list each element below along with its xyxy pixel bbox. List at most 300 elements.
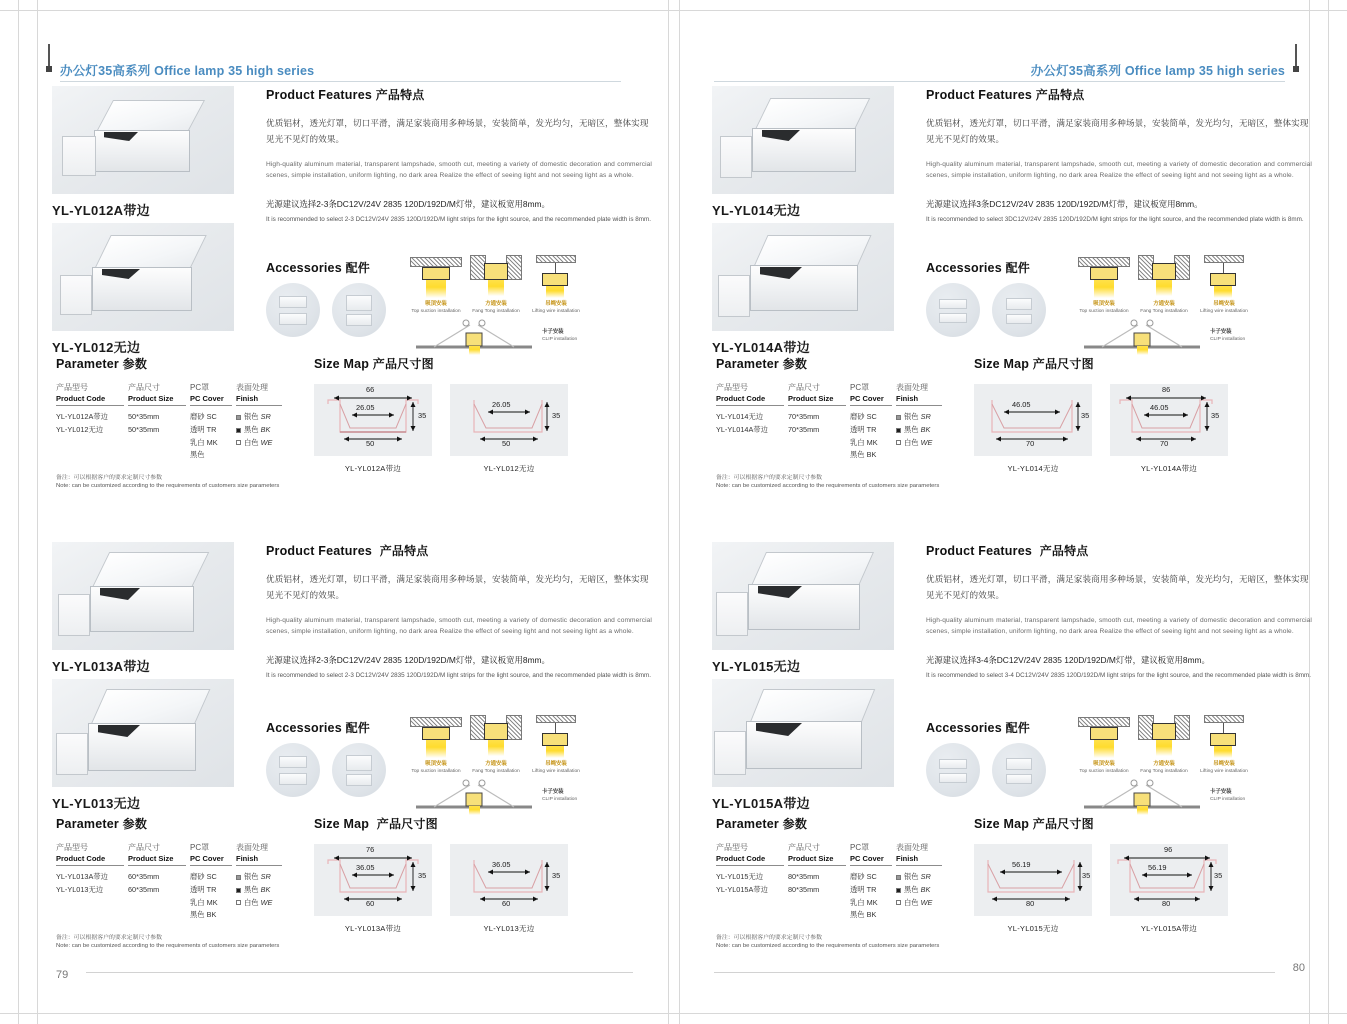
finish-option: 黑色 BK <box>896 884 942 897</box>
product-size: 80*35mm <box>788 884 820 894</box>
dim-base: 50 <box>502 439 511 448</box>
features-text-cn: 优质铝材，透光灯罩，切口平滑，满足家装商用多种场景，安装简单，发光均匀，无暗区，整体实现见光不见灯的效果。 <box>266 118 649 144</box>
parameter-table-yl012 <box>56 355 286 491</box>
install-label-cn: 吊绳安装 <box>545 761 567 767</box>
dim-height: 35 <box>1081 411 1090 420</box>
product-photo-bottom <box>712 223 894 331</box>
product-photo-top <box>712 86 894 194</box>
parameter-label-en: Parameter <box>716 817 779 831</box>
install-label-cn: 方通安装 <box>485 761 507 767</box>
swatch-silver-icon <box>236 415 241 420</box>
col-code-en: Product Code <box>56 393 124 406</box>
product-code: YL-YL012A带边 <box>56 412 108 422</box>
features-text-en: High-quality aluminum material, transparent lampshade, smooth cut, meeting a variety of domestic decoration and commercial scenes, simple installation, uniform lighting, no dark area Realize the effect of seeing light and not seeing light as a whole. <box>926 616 1312 635</box>
pc-cover-option: 透明 TR <box>190 424 217 434</box>
install-diagram-top-suction <box>410 715 462 759</box>
cell-sizes <box>128 868 190 921</box>
product-code: YL-YL015无边 <box>716 872 764 882</box>
accessories-yl013 <box>266 715 656 815</box>
header-tick-icon <box>48 44 50 68</box>
dim-outer: 96 <box>1164 845 1173 854</box>
install-label-cn: 吊绳安装 <box>545 301 567 307</box>
size-map-row <box>314 844 614 934</box>
clip-install-labels <box>542 789 577 803</box>
cell-finish <box>236 408 286 461</box>
pc-cover-option: 磨砂 SC <box>850 412 877 422</box>
table-note <box>56 474 286 492</box>
size-map-caption: YL-YL013无边 <box>483 924 535 933</box>
features-label-en: Product Features <box>266 544 373 558</box>
section-title-parameter <box>56 815 286 832</box>
dim-base: 50 <box>366 439 375 448</box>
install-label-cn: 吊绳安装 <box>1213 761 1235 767</box>
swatch-white-icon <box>896 440 901 445</box>
dim-inner: 26.05 <box>492 400 511 409</box>
col-pc-cover: PC罩 PC Cover <box>190 842 236 868</box>
section-title-parameter <box>716 355 946 372</box>
pc-cover-option: 磨砂 SC <box>190 872 217 882</box>
parameter-label-cn: 参数 <box>122 357 148 371</box>
install-diagram-lifting-wire <box>530 255 582 299</box>
install-diagram-top-suction <box>410 255 462 299</box>
page-right <box>674 0 1347 1024</box>
parameter-label-en: Parameter <box>716 357 779 371</box>
installation-method-1 <box>1078 715 1130 775</box>
accessories-label-cn: 配件 <box>1005 261 1030 275</box>
table-note <box>716 474 946 492</box>
product-label-top: YL-YL015无边 <box>712 659 801 674</box>
pc-cover-option: 黑色 BK <box>850 910 877 920</box>
size-map-caption: YL-YL015无边 <box>1007 924 1059 933</box>
install-diagram-fang-tong <box>470 715 522 759</box>
size-map-item <box>314 384 432 474</box>
clip-label-cn: 卡子安装 <box>1210 329 1232 335</box>
col-pc-cover: PC罩 PC Cover <box>850 382 896 408</box>
col-product-code: 产品型号 Product Code <box>716 842 788 868</box>
clip-label-en: CLIP installation <box>1210 796 1246 802</box>
accessory-clip-icon-2 <box>332 743 386 797</box>
table-row <box>56 408 286 461</box>
accessory-clip-icon-2 <box>992 283 1046 337</box>
size-map-label-cn: 产品尺寸图 <box>1032 817 1094 831</box>
note-cn: 备注：可以根据客户的要求定制尺寸参数 <box>716 934 823 941</box>
accessories-label-cn: 配件 <box>1005 721 1030 735</box>
accessories-label-cn: 配件 <box>345 261 370 275</box>
install-label-en: Lifting wire installation <box>1200 308 1248 314</box>
size-map-label-cn: 产品尺寸图 <box>376 817 438 831</box>
install-label-cn: 吸顶安装 <box>425 301 447 307</box>
light-source-en: It is recommended to select 2-3 DC12V/24V 2835 120D/192D/M light strips for the light source, and the recommended plate width is 8mm. <box>266 216 652 224</box>
finish-option: 白色 WE <box>236 437 282 450</box>
pc-cover-option: 乳白 MK <box>850 897 878 907</box>
accessory-clip-icon-1 <box>266 283 320 337</box>
size-map-label-en: Size Map <box>974 357 1030 371</box>
features-label-cn: 产品特点 <box>1035 88 1085 102</box>
parameter-table-yl015 <box>716 815 946 951</box>
install-label-en: Fang Tong installation <box>1140 768 1188 774</box>
features-label-cn: 产品特点 <box>375 88 425 102</box>
cell-codes <box>716 868 788 921</box>
install-diagram-lifting-wire <box>1198 715 1250 759</box>
product-code: YL-YL014A带边 <box>716 424 768 434</box>
accessories-label-en: Accessories <box>266 261 342 275</box>
installation-method-2 <box>1138 715 1190 775</box>
product-label-bottom: YL-YL015A带边 <box>712 796 810 811</box>
size-map-caption: YL-YL013A带边 <box>344 924 402 933</box>
product-photo-bottom <box>712 679 894 787</box>
size-diagram-flat <box>974 844 1092 916</box>
product-text-yl013 <box>266 542 652 682</box>
installation-method-3 <box>1198 255 1250 315</box>
install-label-en: Fang Tong installation <box>472 308 520 314</box>
dim-height: 35 <box>552 871 561 880</box>
section-title-accessories <box>926 259 1030 276</box>
product-photo-top <box>52 542 234 650</box>
table-header-row <box>56 842 286 868</box>
size-diagram-flat <box>974 384 1092 456</box>
install-diagram-lifting-wire <box>530 715 582 759</box>
installation-method-3 <box>530 715 582 775</box>
accessory-clip-icon-2 <box>992 743 1046 797</box>
dim-height: 35 <box>418 411 427 420</box>
clip-install-labels <box>1210 329 1245 343</box>
accessory-clip-icon-1 <box>926 283 980 337</box>
dim-height: 35 <box>552 411 561 420</box>
size-map-row <box>314 384 614 474</box>
section-title-accessories <box>266 259 370 276</box>
dim-inner: 56.19 <box>1012 860 1031 869</box>
col-code-cn: 产品型号 <box>56 383 88 392</box>
cell-pc-cover <box>190 868 236 921</box>
product-code: YL-YL014无边 <box>716 412 764 422</box>
product-photo-bottom <box>52 679 234 787</box>
parameter-table <box>716 842 946 922</box>
swatch-white-icon <box>236 440 241 445</box>
section-title-size-map <box>314 815 614 832</box>
parameter-table-yl014 <box>716 355 946 491</box>
light-source-cn: 光源建议选择3-4条DC12V/24V 2835 120D/192D/M灯带，建议板宽用8mm。 <box>926 655 1210 666</box>
size-map-item <box>974 844 1092 934</box>
size-diagram-flat <box>450 844 568 916</box>
section-title-size-map <box>974 355 1284 372</box>
cell-codes <box>56 868 128 921</box>
col-cover-en: PC Cover <box>190 393 232 406</box>
accessory-clip-icon-1 <box>926 743 980 797</box>
features-label-en: Product Features <box>266 88 373 102</box>
install-label-en: Lifting wire installation <box>1200 768 1248 774</box>
parameter-table <box>716 382 946 462</box>
pc-cover-option: 黑色 <box>190 450 205 460</box>
install-diagram-fang-tong <box>1138 715 1190 759</box>
swatch-black-icon <box>896 428 901 433</box>
table-note <box>716 934 946 952</box>
dim-base: 70 <box>1160 439 1169 448</box>
light-source-en: It is recommended to select 2-3 DC12V/24V 2835 120D/192D/M light strips for the light source, and the recommended plate width is 8mm. <box>266 672 652 680</box>
product-photo-top <box>712 542 894 650</box>
product-label-bottom: YL-YL013无边 <box>52 796 141 811</box>
pc-cover-option: 黑色 BK <box>850 450 877 460</box>
clip-install-labels <box>542 329 577 343</box>
table-header-row <box>716 842 946 868</box>
accessories-yl015 <box>926 715 1316 815</box>
light-source-cn: 光源建议选择3条DC12V/24V 2835 120D/192D/M灯带，建议板宽用8mm。 <box>926 199 1203 210</box>
dim-height: 35 <box>1082 871 1091 880</box>
dim-inner: 36.05 <box>492 860 511 869</box>
install-label-en: Fang Tong installation <box>1140 308 1188 314</box>
install-label-cn: 吊绳安装 <box>1213 301 1235 307</box>
finish-option: 银色 SR <box>236 411 282 424</box>
installation-method-1 <box>410 715 462 775</box>
size-map-caption: YL-YL015A带边 <box>1140 924 1198 933</box>
page-number: 80 <box>1292 962 1305 974</box>
product-code: YL-YL015A带边 <box>716 884 768 894</box>
page-header-right <box>714 60 1285 82</box>
light-source-en: It is recommended to select 3DC12V/24V 2835 120D/192D/M light strips for the light source, and the recommended plate width is 8mm. <box>926 216 1304 224</box>
section-title-accessories <box>926 719 1030 736</box>
col-finish-cn: 表面处理 <box>236 383 268 392</box>
product-label-top: YL-YL014无边 <box>712 203 801 218</box>
size-map-item <box>450 384 568 474</box>
size-map-yl014 <box>974 355 1284 474</box>
size-map-yl013 <box>314 815 614 934</box>
install-diagram-fang-tong <box>1138 255 1190 299</box>
installation-method-1 <box>410 255 462 315</box>
header-tick-icon <box>1295 44 1297 68</box>
pc-cover-option: 乳白 MK <box>190 437 218 447</box>
dim-outer: 86 <box>1162 385 1171 394</box>
accessory-clips <box>266 743 394 802</box>
col-size-cn: 产品尺寸 <box>128 383 160 392</box>
size-map-item <box>450 844 568 934</box>
product-images-yl015 <box>712 542 912 816</box>
product-size: 80*35mm <box>788 872 820 882</box>
col-pc-cover <box>190 382 236 408</box>
accessory-clips <box>926 743 1054 802</box>
header-title: 办公灯35高系列 Office lamp 35 high series <box>1030 64 1285 78</box>
dim-base: 70 <box>1026 439 1035 448</box>
parameter-label-en: Parameter <box>56 357 119 371</box>
swatch-white-icon <box>896 900 901 905</box>
section-title-size-map <box>974 815 1284 832</box>
page-footer-left <box>56 965 633 979</box>
size-map-label-en: Size Map <box>314 817 370 831</box>
parameter-label-cn: 参数 <box>782 817 808 831</box>
size-map-yl012 <box>314 355 614 474</box>
features-text-en: High-quality aluminum material, transparent lampshade, smooth cut, meeting a variety of domestic decoration and commercial scenes, simple installation, uniform lighting, no dark area Realize the effect of seeing light and not seeing light as a whole. <box>926 160 1312 179</box>
parameter-label-cn: 参数 <box>782 357 808 371</box>
accessories-label-en: Accessories <box>926 261 1002 275</box>
installation-method-2 <box>470 715 522 775</box>
finish-option: 银色 SR <box>896 871 942 884</box>
finish-option: 白色 WE <box>236 897 282 910</box>
pc-cover-option: 乳白 MK <box>850 437 878 447</box>
dim-base: 80 <box>1162 899 1171 908</box>
install-diagram-clip <box>414 317 534 355</box>
install-label-en: Top suction installation <box>411 308 461 314</box>
size-map-row <box>974 384 1284 474</box>
pc-cover-option: 透明 TR <box>850 884 877 894</box>
install-label-cn: 吸顶安装 <box>425 761 447 767</box>
size-map-label-en: Size Map <box>314 357 370 371</box>
col-cover-cn: PC罩 <box>190 383 210 392</box>
header-title: 办公灯35高系列 Office lamp 35 high series <box>60 64 315 78</box>
product-code: YL-YL013无边 <box>56 884 104 894</box>
parameter-label-cn: 参数 <box>122 817 148 831</box>
accessory-clip-icon-2 <box>332 283 386 337</box>
accessories-label-cn: 配件 <box>345 721 370 735</box>
pc-cover-option: 乳白 MK <box>190 897 218 907</box>
light-source-cn: 光源建议选择2-3条DC12V/24V 2835 120D/192D/M灯带，建议板宽用8mm。 <box>266 655 550 666</box>
size-map-item <box>974 384 1092 474</box>
section-title-features <box>266 542 652 559</box>
section-title-parameter <box>716 815 946 832</box>
installation-method-1 <box>1078 255 1130 315</box>
cell-finish <box>896 408 946 461</box>
size-map-label-cn: 产品尺寸图 <box>372 357 434 371</box>
cell-pc-cover <box>850 408 896 461</box>
installation-method-2 <box>470 255 522 315</box>
note-cn: 备注：可以根据客户的要求定制尺寸参数 <box>716 474 823 481</box>
product-label-top: YL-YL012A带边 <box>52 203 150 218</box>
header-rule <box>714 81 1285 82</box>
install-label-en: Top suction installation <box>411 768 461 774</box>
clip-label-cn: 卡子安装 <box>542 329 564 335</box>
size-map-caption: YL-YL012A带边 <box>344 464 402 473</box>
accessories-label-en: Accessories <box>266 721 342 735</box>
light-source-en: It is recommended to select 3-4 DC12V/24V 2835 120D/192D/M light strips for the light source, and the recommended plate width is 8mm. <box>926 672 1312 680</box>
dim-inner: 36.05 <box>356 863 375 872</box>
finish-option: 黑色 BK <box>236 884 282 897</box>
product-images-yl014 <box>712 86 912 360</box>
product-size: 60*35mm <box>128 872 160 882</box>
dim-outer: 66 <box>366 385 375 394</box>
section-title-features <box>926 86 1312 103</box>
parameter-table-yl013 <box>56 815 286 951</box>
dim-inner: 46.05 <box>1150 403 1169 412</box>
install-label-en: Lifting wire installation <box>532 768 580 774</box>
table-row <box>716 868 946 921</box>
cell-finish <box>896 868 946 921</box>
cell-pc-cover <box>190 408 236 461</box>
note-en: Note: can be customized according to the requirements of customers size parameters <box>716 483 940 490</box>
pc-cover-option: 磨砂 SC <box>190 412 217 422</box>
features-text-cn: 优质铝材，透光灯罩，切口平滑，满足家装商用多种场景，安装简单，发光均匀，无暗区，整体实现见光不见灯的效果。 <box>926 574 1309 600</box>
install-label-cn: 方通安装 <box>1153 761 1175 767</box>
dim-inner: 46.05 <box>1012 400 1031 409</box>
note-en: Note: can be customized according to the requirements of customers size parameters <box>56 483 280 490</box>
pc-cover-option: 磨砂 SC <box>850 872 877 882</box>
clip-label-cn: 卡子安装 <box>542 789 564 795</box>
clip-label-en: CLIP installation <box>542 336 578 342</box>
accessories-yl014 <box>926 255 1316 355</box>
parameter-label-en: Parameter <box>56 817 119 831</box>
note-en: Note: can be customized according to the requirements of customers size parameters <box>716 943 940 950</box>
page-number: 79 <box>56 969 69 981</box>
col-finish <box>236 382 286 408</box>
note-en: Note: can be customized according to the requirements of customers size parameters <box>56 943 280 950</box>
installation-method-3 <box>530 255 582 315</box>
install-label-cn: 吸顶安装 <box>1093 301 1115 307</box>
pc-cover-option: 透明 TR <box>190 884 217 894</box>
cell-pc-cover <box>850 868 896 921</box>
install-diagram-clip <box>1082 317 1202 355</box>
product-code: YL-YL013A带边 <box>56 872 108 882</box>
note-cn: 备注：可以根据客户的要求定制尺寸参数 <box>56 934 163 941</box>
size-diagram-flanged <box>314 384 432 456</box>
size-map-row <box>974 844 1284 934</box>
footer-rule <box>714 972 1275 973</box>
install-label-cn: 方通安装 <box>1153 301 1175 307</box>
install-label-en: Fang Tong installation <box>472 768 520 774</box>
cell-sizes <box>788 408 850 461</box>
size-map-item <box>1110 384 1228 474</box>
install-diagram-clip <box>1082 777 1202 815</box>
table-header-row <box>716 382 946 408</box>
parameter-table <box>56 382 286 462</box>
features-label-en: Product Features <box>926 88 1033 102</box>
clip-install-labels <box>1210 789 1245 803</box>
product-label-bottom: YL-YL012无边 <box>52 340 141 355</box>
install-diagram-fang-tong <box>470 255 522 299</box>
size-map-item <box>314 844 432 934</box>
cell-codes <box>716 408 788 461</box>
size-map-caption: YL-YL014A带边 <box>1140 464 1198 473</box>
col-finish: 表面处理 Finish <box>896 382 946 408</box>
install-diagram-top-suction <box>1078 255 1130 299</box>
product-size: 50*35mm <box>128 412 160 422</box>
table-header-row <box>56 382 286 408</box>
note-cn: 备注：可以根据客户的要求定制尺寸参数 <box>56 474 163 481</box>
size-map-yl015 <box>974 815 1284 934</box>
finish-option: 银色 SR <box>236 871 282 884</box>
col-product-size: 产品尺寸 Product Size <box>788 382 850 408</box>
cell-sizes <box>788 868 850 921</box>
size-map-label-en: Size Map <box>974 817 1030 831</box>
accessories-label-en: Accessories <box>926 721 1002 735</box>
finish-option: 银色 SR <box>896 411 942 424</box>
dim-height: 35 <box>418 871 427 880</box>
cell-sizes <box>128 408 190 461</box>
product-images-yl012 <box>52 86 252 360</box>
install-label-cn: 方通安装 <box>485 301 507 307</box>
swatch-white-icon <box>236 900 241 905</box>
pc-cover-option: 黑色 BK <box>190 910 217 920</box>
accessory-clips <box>266 283 394 342</box>
col-product-code: 产品型号 Product Code <box>716 382 788 408</box>
install-label-en: Lifting wire installation <box>532 308 580 314</box>
finish-option: 黑色 BK <box>896 424 942 437</box>
section-title-features <box>266 86 652 103</box>
swatch-silver-icon <box>896 415 901 420</box>
dim-outer: 76 <box>366 845 375 854</box>
install-label-en: Top suction installation <box>1079 768 1129 774</box>
features-text-cn: 优质铝材，透光灯罩，切口平滑，满足家装商用多种场景，安装简单，发光均匀，无暗区，整体实现见光不见灯的效果。 <box>926 118 1309 144</box>
dim-inner: 26.05 <box>356 403 375 412</box>
dim-inner: 56.19 <box>1148 863 1167 872</box>
table-note <box>56 934 286 952</box>
install-diagram-clip <box>414 777 534 815</box>
section-title-parameter <box>56 355 286 372</box>
features-label-cn: 产品特点 <box>1039 544 1089 558</box>
swatch-black-icon <box>236 888 241 893</box>
page-footer-right <box>714 962 1305 979</box>
features-label-en: Product Features <box>926 544 1033 558</box>
product-size: 60*35mm <box>128 884 160 894</box>
features-text-cn: 优质铝材，透光灯罩，切口平滑，满足家装商用多种场景，安装简单，发光均匀，无暗区，整体实现见光不见灯的效果。 <box>266 574 649 600</box>
finish-option: 白色 WE <box>896 897 942 910</box>
accessory-clips <box>926 283 1054 342</box>
installation-method-2 <box>1138 255 1190 315</box>
